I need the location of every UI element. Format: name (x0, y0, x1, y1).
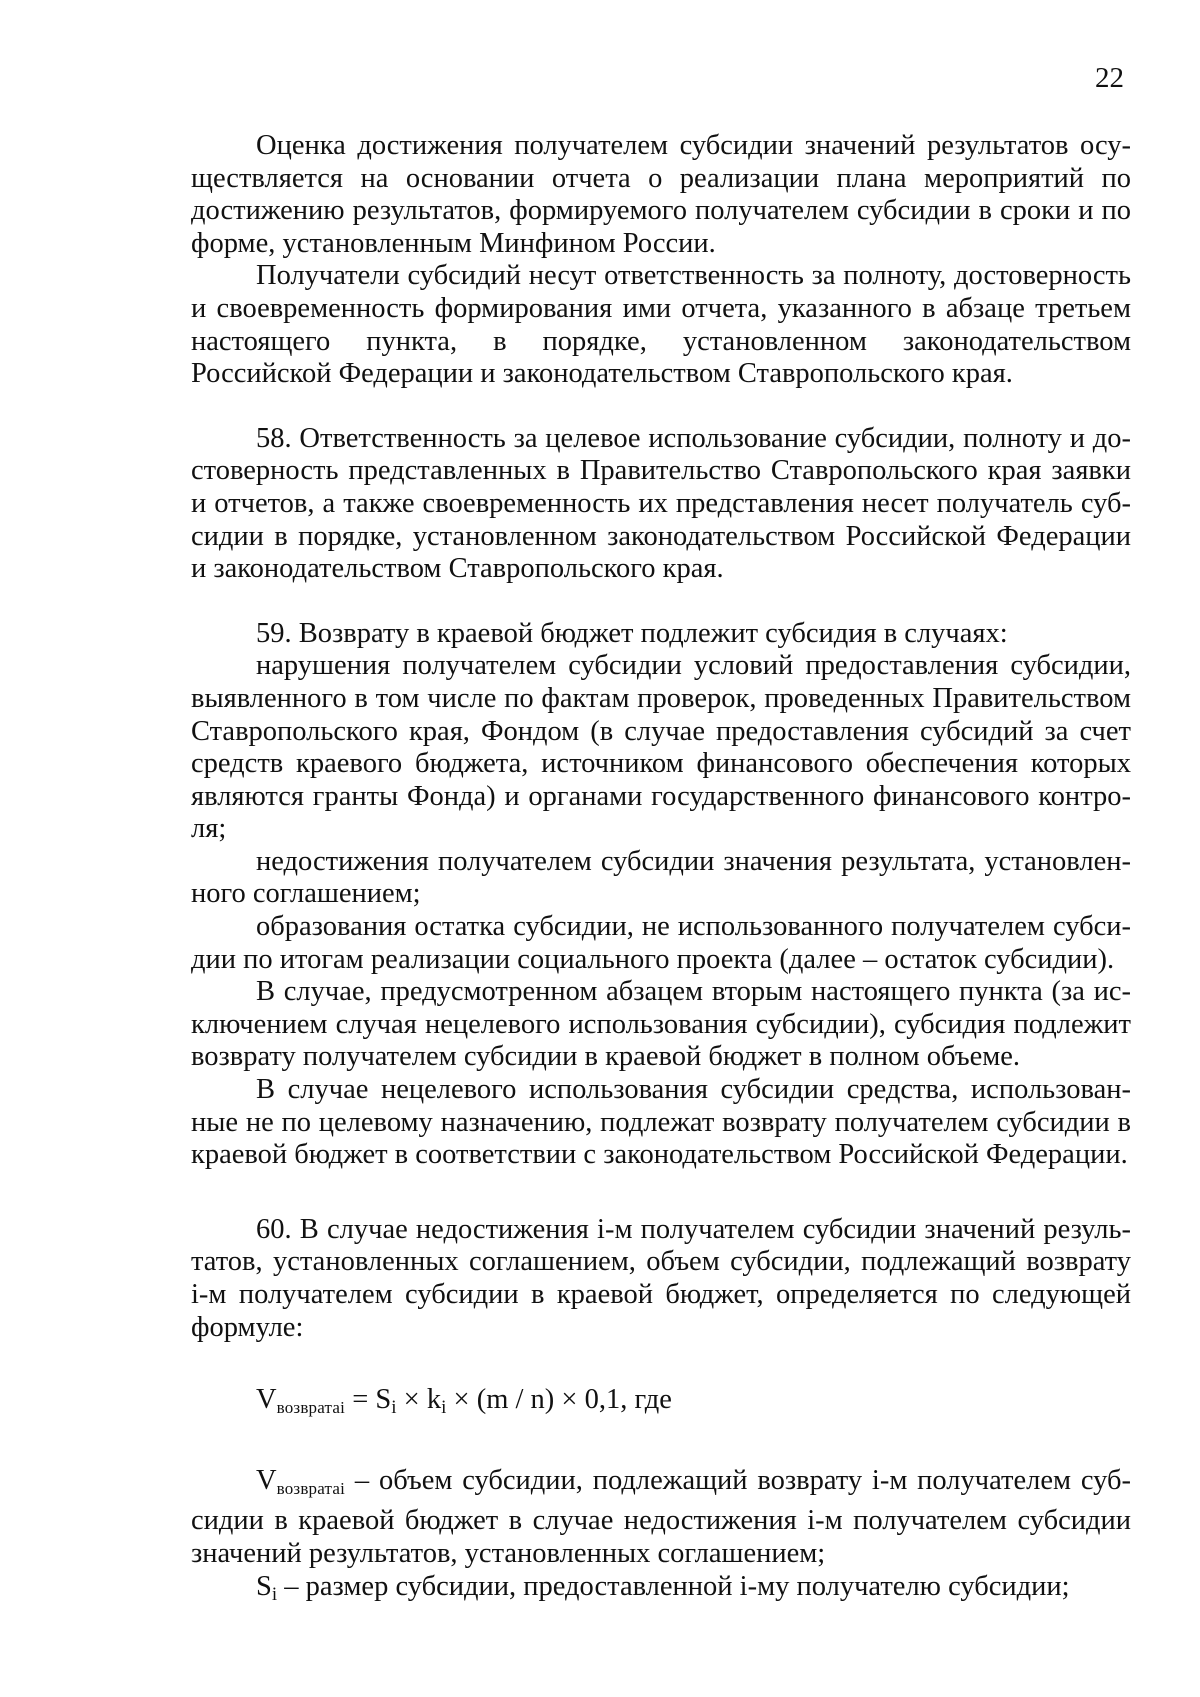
paragraph-59-not-achieved: недостижения получателем субсидии значения результата, установленного соглашением; (191, 845, 1131, 910)
paragraph-evaluation: Оценка достижения получателем субсидии значений результатов осуществляется на основании отчета о реализации плана мероприятий по достижению результатов, формируемого получателем субсидии в сроки и по форме, установленным Минфином России. (191, 130, 1131, 259)
paragraph-responsibility: Получатели субсидий несут ответственность за полноту, достоверность и своевременность формирования ими отчета, указанного в абзаце третьем настоящего пункта, в порядке, установленном законодательством Российской Федерации и законодательством Ставропольского края. (191, 260, 1131, 390)
document-body (191, 130, 1131, 1611)
formula-s-subscript: i (391, 1397, 397, 1419)
paragraph-59-violation: нарушения получателем субсидии условий предоставления субсидии, выявленного в том числе по фактам проверок, проведенных Правительством Ставропольского края, Фондом (в случае предоставления субсидий за счет средств краевого бюджета, источником финансового обеспечения которых являются гранты Фонда) и органами государственного финансового контроля; (191, 650, 1131, 845)
paragraph-58: 58. Ответственность за целевое использование субсидии, полноту и достоверность представленных в Правительство Ставропольского края заявки и отчетов, а также своевременность их представления несет получатель субсидии в порядке, установленном законодательством Российской Федерации и законодательством Ставропольского края. (191, 422, 1131, 585)
paragraph-59-full-return: В случае, предусмотренном абзацем вторым настоящего пункта (за исключением случая нецелевого использования субсидии), субсидия подлежит возврату получателем субсидии в краевой бюджет в полном объеме. (191, 976, 1131, 1073)
formula-v: V (256, 1384, 277, 1416)
formula-s: = S (345, 1384, 392, 1416)
definition-v-symbol: V (256, 1464, 277, 1496)
definition-v-text: – объем субсидии, подлежащий возврату i-м получателем субсидии в краевой бюджет в случае недостижения i-м получателем субсидии значений результатов, установленных соглашением; (191, 1464, 1131, 1569)
paragraph-59-misuse: В случае нецелевого использования субсидии средства, использованные не по целевому назначению, подлежат возврату получателем субсидии в краевой бюджет в соответствии с законодательством Российской Федерации. (191, 1074, 1131, 1171)
definition-s (191, 1571, 1131, 1612)
definition-v-subscript: возвратаi (276, 1478, 346, 1498)
formula-k-subscript: i (441, 1397, 447, 1419)
definition-v (191, 1465, 1131, 1571)
return-formula (191, 1384, 1131, 1425)
formula-k: × k (396, 1384, 442, 1416)
formula-v-subscript: возвратаi (276, 1398, 346, 1418)
paragraph-59: 59. Возврату в краевой бюджет подлежит субсидия в случаях: (256, 617, 1008, 649)
definition-s-symbol: S (256, 1570, 272, 1602)
definition-s-text: – размер субсидии, предоставленной i-му получателю субсидии; (277, 1570, 1070, 1602)
paragraph-60: 60. В случае недостижения i-м получателем субсидии значений результатов, установленных соглашением, объем субсидии, подлежащий возврату i-м получателем субсидии в краевой бюджет, определяется по следующей формуле: (191, 1213, 1131, 1343)
paragraph-59-remainder: образования остатка субсидии, не использованного получателем субсидии по итогам реализации социального проекта (далее – остаток субсидии). (191, 911, 1131, 975)
formula-rest: × (m / n) × 0,1, где (446, 1384, 672, 1416)
definition-s-subscript: i (271, 1583, 278, 1605)
page-number: 22 (1095, 62, 1124, 94)
